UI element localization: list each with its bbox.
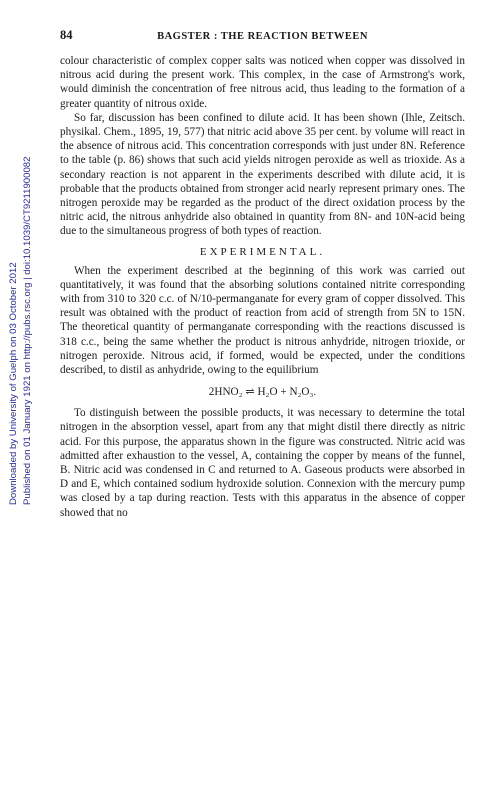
paragraph-2: So far, discussion has been confined to dilute acid. It has been shown (Ihle, Zeitsch. physikal. Chem., 1895, 19, 577) that nitric acid above 35 per cent. by volume will react in the absence of nitrous acid. This concentration corresponds with just under 8N. Reference to the table (p. 86) shows that such acid yields nitrogen peroxide as well as trioxide. As a secondary reaction is not apparent in the experiments described with dilute acid, it is probable that the products obtained from stronger acid nearly represent primary ones. The nitrogen peroxide may be regarded as the product of the direct oxidation process by the nitric acid, the nitrous anhydride also obtained in quantity from 8N- and 10N-acid being due to the simultaneous progress of both types of reaction. bbox=[60, 111, 465, 238]
running-title: BAGSTER : THE REACTION BETWEEN bbox=[157, 31, 368, 42]
paragraph-4: To distinguish between the possible products, it was necessary to determine the total nitrogen in the absorption vessel, apart from any that might distil there directly as nitric acid. For this purpose, the apparatus shown in the figure was constructed. Nitric acid was admitted after exhaustion to the vessel, A, containing the copper by means of the funnel, B. Nitric acid was condensed in C and returned to A. Gaseous products were absorbed in D and E, which contained sodium hydroxide solution. Connexion with the mercury pump was closed by a tap during reaction. Tests with this apparatus in the absence of copper showed that no bbox=[60, 407, 465, 519]
equilibrium-equation: 2HNO₂ ⇌ H₂O + N₂O₃. bbox=[208, 386, 317, 399]
page-number: 84 bbox=[60, 28, 73, 42]
paragraph-1: colour characteristic of complex copper salts was noticed when copper was dissolved in nitrous acid during the present work. This complex, in the case of Armstrong's work, would diminish the concentration of free nitrous acid, thus leading to the formation of a greater quantity of nitrous oxide. bbox=[60, 55, 465, 110]
page-header bbox=[60, 28, 465, 46]
section-heading: EXPERIMENTAL. bbox=[199, 245, 326, 258]
paragraph-3: When the experiment described at the beginning of this work was carried out quantitatively, it was found that the absorbing solutions contained nitrite corresponding with from 310 to 320 c.c. of N/10-permanganate for every gram of copper dissolved. This result was obtained with the product of reaction from acid of strength from 5N to 15N. The theoretical quantity of permanganate corresponding with the reactions discussed is 318 c.c., being the same whether the product is nitrous anhydride, nitrogen trioxide, or nitrogen peroxide. Nitrous acid, if formed, would be expected, under the conditions described, to distil as anhydride, owing to the equilibrium bbox=[60, 264, 465, 377]
download-notice: Downloaded by University of Guelph on 03 October 2012 bbox=[8, 262, 19, 505]
page-body bbox=[60, 28, 465, 520]
download-watermark bbox=[2, 0, 38, 792]
publication-notice: Published on 01 January 1921 on http://pubs.rsc.org | doi:10.1039/CT9211900082 bbox=[22, 156, 33, 505]
